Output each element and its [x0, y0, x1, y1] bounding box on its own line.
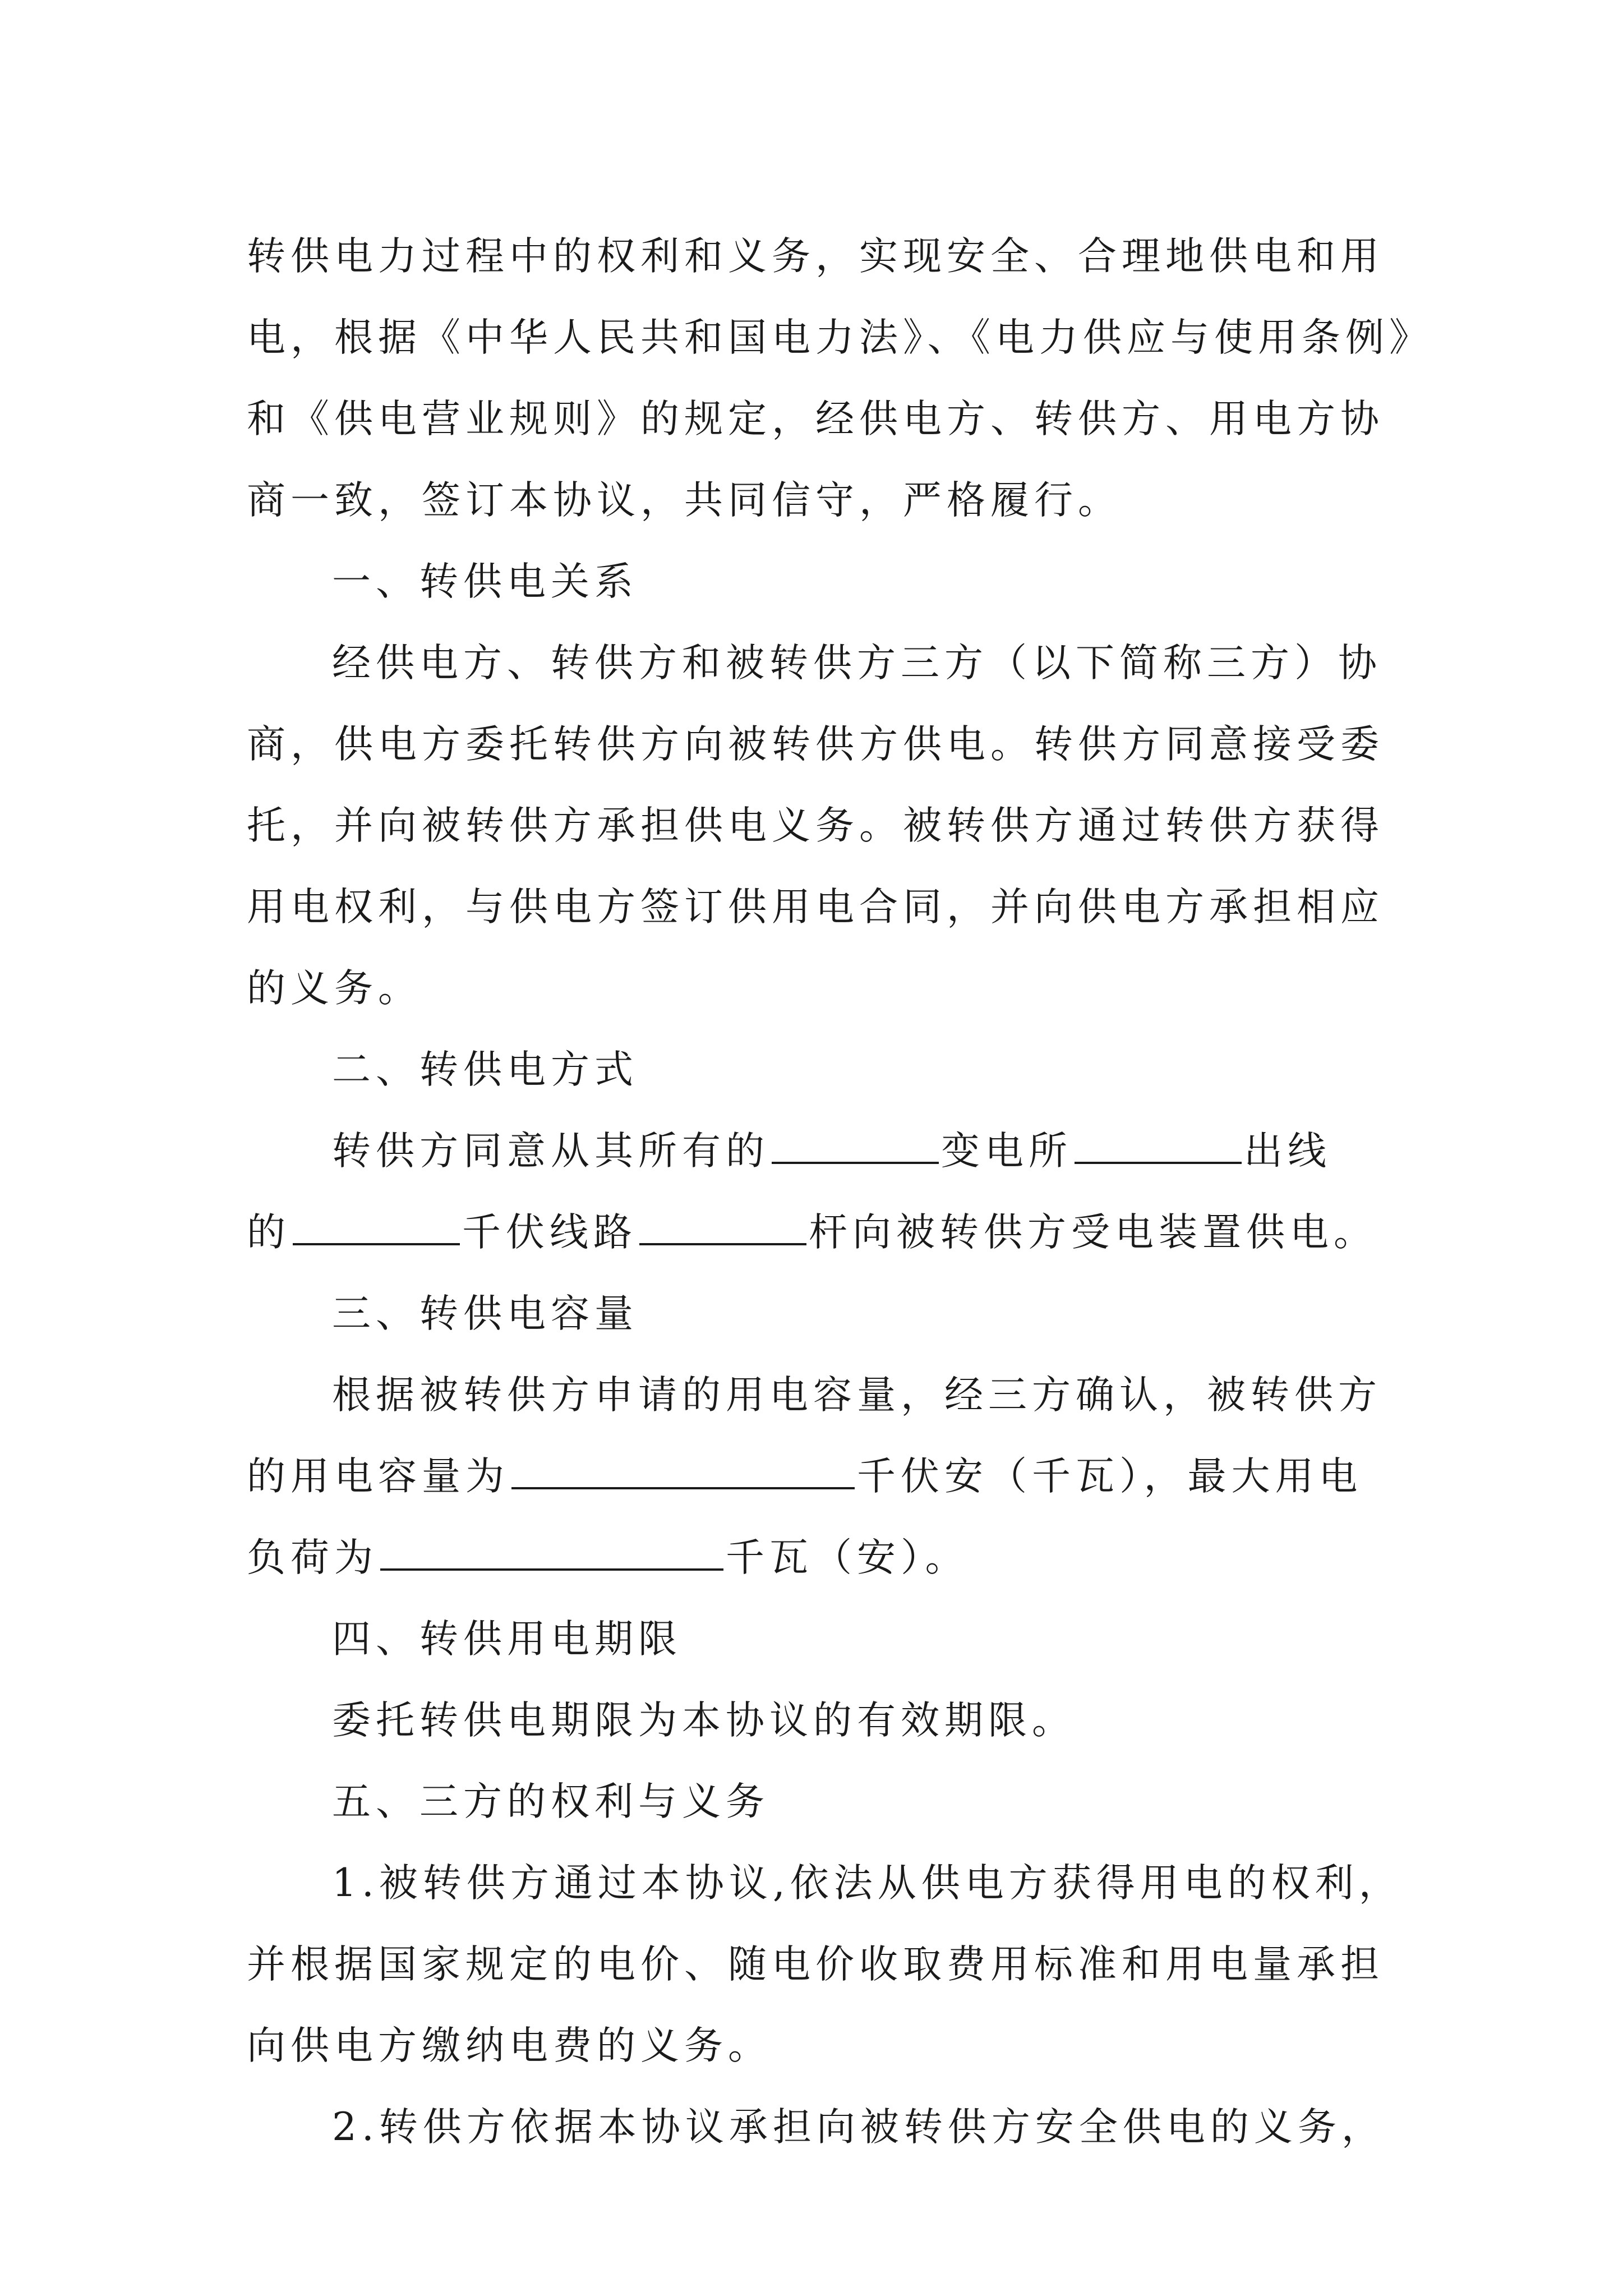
text-segment: 的: [247, 1210, 291, 1255]
fill-in-blank-voltage[interactable]: [293, 1208, 460, 1245]
text-segment: 变电所: [941, 1129, 1072, 1174]
section-heading-3: 三、转供电容量: [332, 1291, 638, 1336]
paragraph-line-with-blanks: [247, 1111, 1441, 1192]
fill-in-blank-max-load[interactable]: [380, 1534, 723, 1571]
paragraph-line: 的义务。: [247, 966, 422, 1011]
paragraph-line: 转供电力过程中的权利和义务，实现安全、合理地供电和用: [247, 234, 1384, 279]
paragraph-line-with-blanks: [247, 1436, 1441, 1517]
fill-in-blank-capacity[interactable]: [511, 1452, 855, 1489]
text-segment: 千伏安（千瓦），最大用电: [857, 1454, 1363, 1499]
fill-in-blank-outlet[interactable]: [1075, 1127, 1242, 1164]
paragraph-line: 委托转供电期限为本协议的有效期限。: [332, 1698, 1076, 1743]
paragraph-line: 1.被转供方通过本协议,依法从供电方获得用电的权利，: [332, 1861, 1403, 1906]
section-heading-2: 二、转供电方式: [332, 1047, 638, 1092]
fill-in-blank-substation[interactable]: [772, 1127, 939, 1164]
text-segment: 出线: [1244, 1129, 1331, 1174]
paragraph-line-with-blanks: [247, 1192, 1441, 1273]
paragraph-line: 商一致，签订本协议，共同信守，严格履行。: [247, 478, 1122, 523]
section-heading-1: 一、转供电关系: [332, 559, 638, 604]
document-body: [247, 216, 1441, 2168]
paragraph-line: 经供电方、转供方和被转供方三方（以下简称三方）协: [332, 641, 1382, 685]
text-segment: 的用电容量为: [247, 1454, 509, 1499]
paragraph-line: 根据被转供方申请的用电容量，经三方确认，被转供方: [332, 1373, 1382, 1418]
text-segment: 千瓦（安）。: [726, 1535, 969, 1580]
paragraph-line: 商，供电方委托转供方向被转供方供电。转供方同意接受委: [247, 722, 1384, 767]
paragraph-line: 电，根据《中华人民共和国电力法》、《电力供应与使用条例》: [247, 315, 1433, 360]
paragraph-line: 托，并向被转供方承担供电义务。被转供方通过转供方获得: [247, 803, 1384, 848]
text-segment: 负荷为: [247, 1535, 378, 1580]
paragraph-line-with-blanks: [247, 1517, 1441, 1599]
paragraph-line: 用电权利，与供电方签订供用电合同，并向供电方承担相应: [247, 885, 1384, 930]
section-heading-5: 五、三方的权利与义务: [332, 1779, 769, 1824]
text-segment: 千伏线路: [462, 1210, 637, 1255]
section-heading-4: 四、转供用电期限: [332, 1617, 682, 1662]
paragraph-line: 和《供电营业规则》的规定，经供电方、转供方、用电方协: [247, 397, 1384, 441]
paragraph-line: 向供电方缴纳电费的义务。: [247, 2023, 772, 2068]
paragraph-line: 2.转供方依据本协议承担向被转供方安全供电的义务，: [332, 2105, 1385, 2150]
text-segment: 杆向被转供方受电装置供电。: [809, 1210, 1377, 1255]
text-segment: 转供方同意从其所有的: [332, 1129, 769, 1174]
fill-in-blank-pole[interactable]: [639, 1208, 806, 1245]
paragraph-line: 并根据国家规定的电价、随电价收取费用标准和用电量承担: [247, 1942, 1384, 1987]
